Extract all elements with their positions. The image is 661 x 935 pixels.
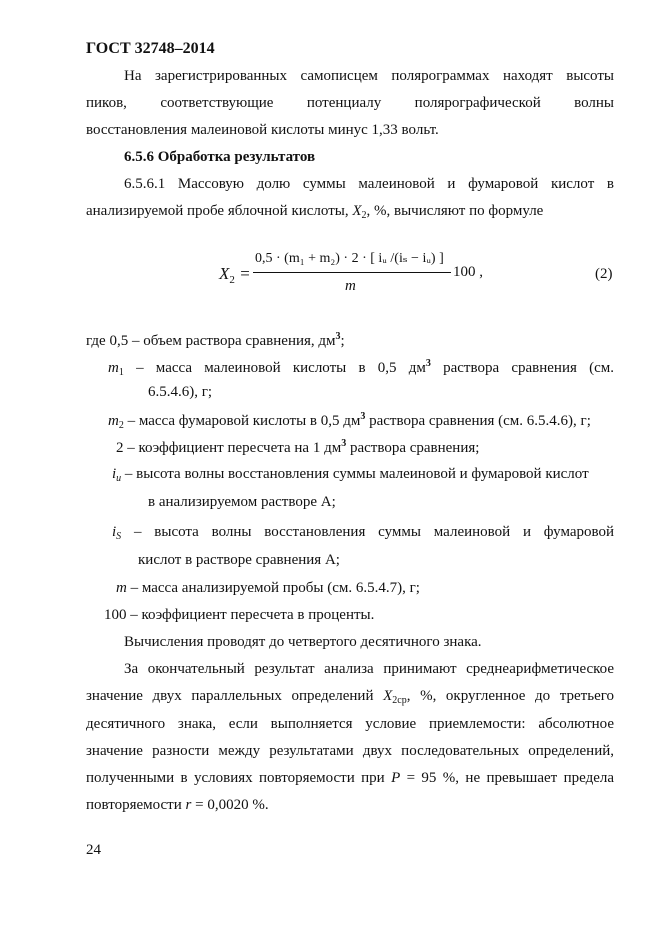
final-line-3: десятичного знака, если выполняется условие приемлемости: абсолютное [86, 716, 614, 732]
formula-fraction-bar [253, 272, 451, 273]
def-m1-cont: 6.5.4.6), г; [148, 384, 213, 400]
clause-line-2: анализируемой пробе яблочной кислоты, $X_2$, %, вычисляют по формуле [86, 203, 544, 221]
def-iu: $i_u$ – высота волны восстановления суммы малеиновой и фумаровой кислот [112, 466, 589, 484]
section-heading: 6.5.6 Обработка результатов [124, 149, 316, 165]
formula-tail: 100 , [453, 264, 483, 280]
def-m2: $m_2$ – масса фумаровой кислоты в 0,5 $дм^3$ раствора сравнения (см. 6.5.4.6), г; [108, 411, 591, 431]
clause-line-1: 6.5.6.1 Массовую долю суммы малеиновой и фумаровой кислот в [124, 176, 614, 192]
def-intro: где 0,5 – объем раствора сравнения, $дм^3$; [86, 331, 345, 349]
def-m1: $m_1$ – масса малеиновой кислоты в 0,5 $дм^3$ раствора сравнения (см. [108, 358, 614, 378]
final-line-4: значение разности между результатами двух последовательных определений, [86, 743, 614, 759]
intro-line-1: На зарегистрированных самописцем полярограммах находят высоты [124, 68, 614, 84]
final-line-5: полученными в условиях повторяемости при P = 95 %, не превышает предела [86, 770, 615, 786]
def-m: m – масса анализируемой пробы (см. 6.5.4.7), г; [116, 580, 420, 596]
def-is-cont: кислот в растворе сравнения А; [138, 552, 340, 568]
formula-number: (2) [595, 266, 613, 282]
formula-lhs: $X_2$ = [219, 264, 251, 286]
document-standard-header: ГОСТ 32748–2014 [86, 40, 215, 57]
def-coef-2: 2 – коэффициент пересчета на 1 $дм^3$ раствора сравнения; [116, 438, 480, 456]
intro-line-2: пиков, соответствующие потенциалу полярографической волны [86, 95, 614, 111]
def-coef-100: 100 – коэффициент пересчета в проценты. [104, 607, 375, 623]
formula-numerator: 0,5 · (m₁ + m₂) · 2 · [ iᵤ /(iₛ − iᵤ) ] [255, 251, 444, 266]
final-line-6: повторяемости r = 0,0020 %. [86, 797, 269, 813]
formula-denominator: m [345, 278, 356, 294]
def-iu-cont: в анализируемом растворе А; [148, 494, 336, 510]
final-line-2: значение двух параллельных определений $X_{2ср}$, %, округленное до третьего [86, 688, 615, 706]
calc-note: Вычисления проводят до четвертого десятичного знака. [124, 634, 482, 650]
intro-line-3: восстановления малеиновой кислоты минус 1,33 вольт. [86, 122, 439, 138]
def-is: $i_S$ – высота волны восстановления суммы малеиновой и фумаровой [112, 524, 615, 542]
page-number: 24 [86, 842, 101, 858]
formula-x2 [213, 250, 483, 300]
final-line-1: За окончательный результат анализа принимают среднеарифметическое [124, 661, 614, 677]
